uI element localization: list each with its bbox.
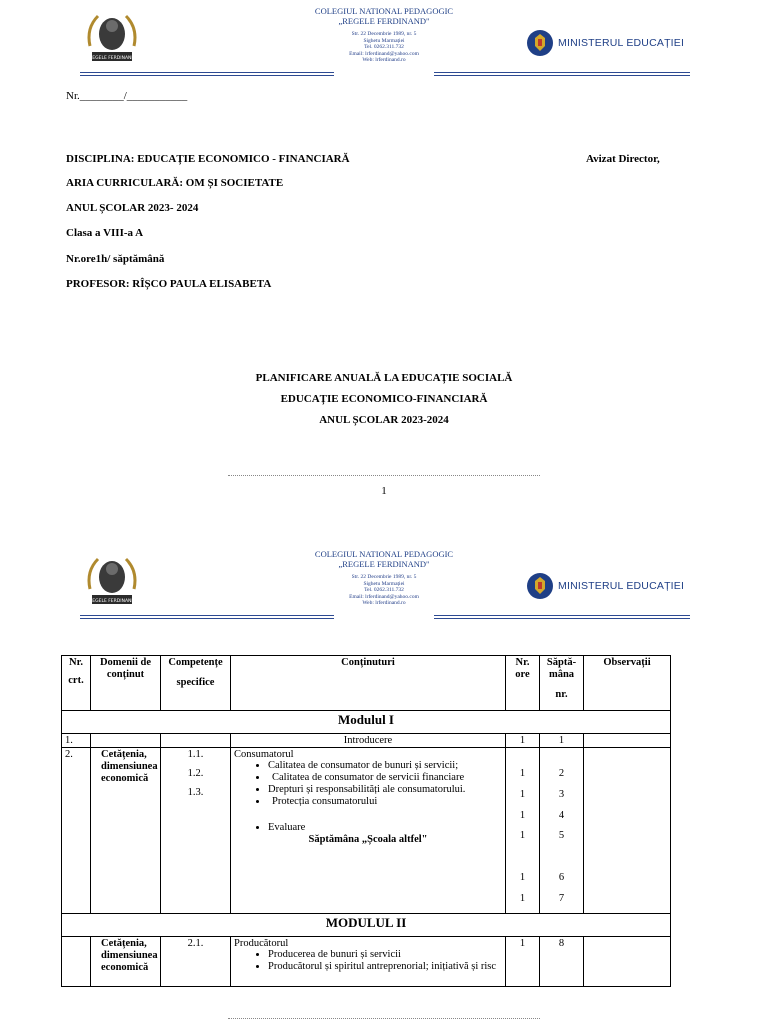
hours-item: 1 [519, 830, 526, 841]
header-line-right-2 [434, 75, 690, 76]
teacher-line: PROFESOR: RÎȘCO PAULA ELISABETA [66, 278, 272, 290]
school-web: Web: lrferdinand.ro [362, 57, 406, 64]
domain-line1: Cetățenia, [101, 749, 147, 760]
row-number [62, 937, 91, 987]
week-item: 2 [558, 768, 565, 779]
header-competente-line2: specifice [176, 677, 215, 688]
row-hours: 1 [506, 734, 540, 748]
director-approval-label: Avizat Director, [586, 153, 660, 165]
header-nr-ore-line2: ore [515, 669, 530, 680]
row-content [231, 937, 506, 987]
school-name-line2: „REGELE FERDINAND" [338, 559, 430, 569]
crest-text: REGELE FERDINAND [89, 56, 135, 61]
school-phone: Tel. 0262.311.732 [364, 44, 404, 51]
header-nr-ore-line1: Nr. [515, 657, 530, 668]
module-row [62, 711, 671, 734]
school-address: Str. 22 Decembrie 1989, nr. 5 [351, 31, 417, 37]
school-address: Str. 22 Decembrie 1989, nr. 5 [351, 574, 417, 580]
week-item: 7 [558, 893, 565, 904]
school-name-line2: „REGELE FERDINAND" [338, 16, 430, 26]
class-line: Clasa a VIII-a A [66, 227, 144, 239]
row-domain [91, 937, 161, 987]
header-line-left-2 [80, 618, 334, 619]
discipline-line: DISCIPLINA: EDUCAȚIE ECONOMICO - FINANCIARĂ [66, 153, 350, 165]
document-title-line3: ANUL ȘCOLAR 2023-2024 [319, 414, 449, 426]
header-saptamana-line2: mâna [548, 669, 575, 680]
school-name-line1: COLEGIUL NATIONAL PEDAGOGIC [314, 6, 454, 16]
week-item: 3 [558, 789, 565, 800]
list-item: • Drepturi și responsabilități ale consumatorului. [268, 784, 502, 796]
hours-item: 1 [519, 789, 526, 800]
row-hours [506, 748, 540, 914]
row-domain [91, 734, 161, 748]
content-list [234, 760, 502, 834]
header-line-right [434, 72, 690, 73]
row-week [540, 748, 584, 914]
row-week: 1 [540, 734, 584, 748]
school-web: Web: lrferdinand.ro [362, 600, 406, 607]
school-city: Sighetu Marmației [363, 580, 405, 587]
header-domenii [91, 656, 161, 711]
list-item: • Producătorul și spiritul antreprenorial; inițiativă și risc [268, 961, 502, 973]
content-heading: Consumatorul [234, 749, 294, 760]
school-crest-logo [80, 6, 144, 68]
header-saptamana-line1: Săptă- [546, 657, 577, 668]
header-saptamana [540, 656, 584, 711]
school-email: Email: lrferdinand@yahoo.com [349, 50, 419, 57]
header-nr-crt-line2: crt. [68, 675, 84, 686]
row-number: 2. [62, 748, 91, 914]
school-contact [300, 31, 468, 64]
ministry-crest-icon [526, 28, 554, 58]
table-row [62, 937, 671, 987]
letterhead-page1 [0, 0, 768, 76]
content-list [234, 949, 502, 973]
list-item: • Calitatea de consumator de servicii financiare [268, 772, 502, 784]
header-competente [161, 656, 231, 711]
module-2-title: MODULUL II [62, 914, 671, 937]
registration-number-line: Nr.________/___________ [66, 90, 188, 102]
list-item: • Evaluare [268, 822, 502, 834]
annual-plan-table [61, 655, 671, 987]
header-saptamana-line3: nr. [555, 689, 568, 700]
table-row [62, 734, 671, 748]
school-year-line: ANUL ȘCOLAR 2023- 2024 [66, 202, 199, 214]
competence-item: 1.3. [187, 787, 204, 798]
table-header-row [62, 656, 671, 711]
list-item: • Protecția consumatorului [268, 796, 502, 808]
header-nr-crt-line1: Nr. [69, 657, 83, 668]
page-footer-line [228, 475, 540, 476]
row-observations [584, 748, 671, 914]
header-line-left [80, 72, 334, 73]
ministry-crest-icon [526, 571, 554, 601]
header-observatii: Observații [584, 656, 671, 711]
document-title-line2: EDUCAȚIE ECONOMICO-FINANCIARĂ [280, 393, 488, 405]
row-domain [91, 748, 161, 914]
school-altfel-week: Săptămâna „Școala altfel" [308, 834, 428, 845]
row-content [231, 748, 506, 914]
header-line-right [434, 615, 690, 616]
hours-item: 1 [519, 810, 526, 821]
hours-item: 1 [519, 768, 526, 779]
row-competence [161, 748, 231, 914]
school-city: Sighetu Marmației [363, 37, 405, 44]
ministry-name: MINISTERUL EDUCAȚIEI [558, 37, 685, 49]
week-item: 5 [558, 830, 565, 841]
domain-line2: dimensiunea [101, 761, 158, 772]
curricular-area-line: ARIA CURRICULARĂ: OM ȘI SOCIETATE [66, 177, 284, 189]
row-week: 8 [540, 937, 584, 987]
hours-item: 1 [519, 893, 526, 904]
header-nr-ore [506, 656, 540, 711]
header-domenii-line1: Domenii de [99, 657, 152, 668]
header-line-right-2 [434, 618, 690, 619]
school-info-block [300, 6, 468, 64]
page-number: 1 [381, 485, 387, 497]
row-content: Introducere [231, 734, 506, 748]
week-item: 4 [558, 810, 565, 821]
hours-per-week-line: Nr.ore1h/ săptămână [66, 253, 165, 265]
crest-text: REGELE FERDINAND [89, 599, 135, 604]
domain-line2: dimensiunea [101, 950, 158, 961]
header-continuturi: Conținuturi [231, 656, 506, 711]
school-name-line1: COLEGIUL NATIONAL PEDAGOGIC [314, 549, 454, 559]
module-row [62, 914, 671, 937]
header-domenii-line2: conținut [106, 669, 145, 680]
letterhead-page2 [0, 543, 768, 619]
school-info-block [300, 549, 468, 607]
competence-item: 1.2. [187, 768, 204, 779]
header-line-left-2 [80, 75, 334, 76]
competence-item: 1.1. [187, 749, 204, 760]
row-hours: 1 [506, 937, 540, 987]
row-competence: 2.1. [161, 937, 231, 987]
school-phone: Tel. 0262.311.732 [364, 587, 404, 594]
row-observations [584, 937, 671, 987]
domain-line3: economică [101, 773, 149, 784]
header-nr-crt [62, 656, 91, 711]
ministry-name: MINISTERUL EDUCAȚIEI [558, 580, 685, 592]
week-item: 6 [558, 872, 565, 883]
school-crest-logo [80, 549, 144, 611]
list-item: • Calitatea de consumator de bunuri și servicii; [268, 760, 502, 772]
school-email: Email: lrferdinand@yahoo.com [349, 593, 419, 600]
domain-line3: economică [101, 962, 149, 973]
hours-item: 1 [519, 872, 526, 883]
content-heading: Producătorul [234, 938, 289, 949]
page-footer-line [228, 1018, 540, 1019]
header-line-left [80, 615, 334, 616]
domain-line1: Cetățenia, [101, 938, 147, 949]
row-observations [584, 734, 671, 748]
row-number: 1. [62, 734, 91, 748]
header-competente-line1: Competențe [168, 657, 223, 668]
table-row [62, 748, 671, 914]
module-1-title: Modulul I [62, 711, 671, 734]
list-item: • Producerea de bunuri și servicii [268, 949, 502, 961]
row-competence [161, 734, 231, 748]
school-contact [300, 574, 468, 607]
document-title-line1: PLANIFICARE ANUALĂ LA EDUCAȚIE SOCIALĂ [255, 372, 513, 384]
